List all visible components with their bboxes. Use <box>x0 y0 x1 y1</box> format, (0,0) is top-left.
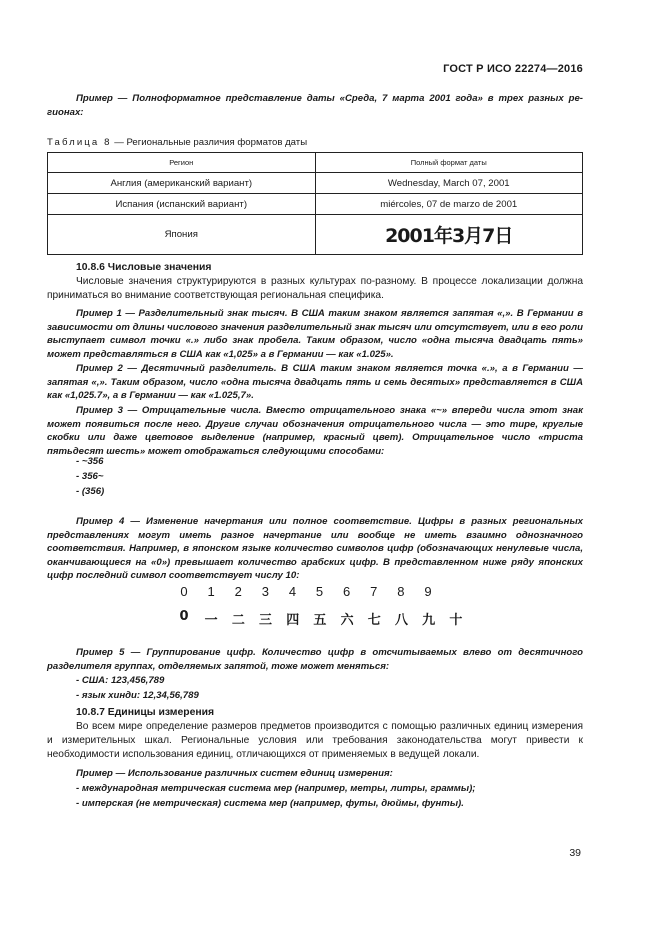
digit-grouping-list <box>76 673 199 703</box>
digit: 九 <box>422 613 436 628</box>
japanese-digits-row <box>175 609 465 628</box>
digit: 七 <box>367 613 381 628</box>
list-item: - США: 123,456,789 <box>76 675 165 686</box>
digit: 二 <box>231 613 245 628</box>
digit: 4 <box>288 584 297 599</box>
digit: 六 <box>340 613 354 628</box>
digit: 8 <box>397 584 405 599</box>
section-title-1086: 10.8.6 Числовые значения <box>76 262 212 273</box>
intro-example: Пример — Полноформатное представление даты «Среда, 7 марта 2001 года» в трех разных ре-гионах: <box>47 93 583 118</box>
list-item: - язык хинди: 12,34,56,789 <box>76 690 199 701</box>
example-1: Пример 1 — Разделительный знак тысяч. В США таким знаком является запятая «,». В Германии в зависимости от длины числового значения разделительный знак тысяч или отсутствует, или в его роли выступает символ точки «.» либо знак пробела. Таким образом, число «одна тысяча двадцать пять» может представляться в США как «1,025» а в Германии — как «1.025». <box>47 308 583 360</box>
table-cell: Испания (испанский вариант) <box>48 194 316 215</box>
digit: 7 <box>370 584 378 599</box>
table-row <box>48 173 583 194</box>
table-caption <box>47 137 307 148</box>
standard-header: ГОСТ Р ИСО 22274—2016 <box>443 63 583 75</box>
digit: 0 <box>179 609 189 624</box>
digit: 5 <box>315 584 324 599</box>
japanese-date: 2001年3月7日 <box>385 225 513 247</box>
digit: 四 <box>286 613 300 628</box>
table-caption-text: — Региональные различия форматов даты <box>111 137 308 148</box>
units-example: Пример — Использование различных систем единиц измерения: <box>76 768 393 779</box>
digit: 6 <box>343 584 351 599</box>
table-cell: Wednesday, March 07, 2001 <box>315 173 583 194</box>
list-item: - ~356 <box>76 456 104 467</box>
digit: 3 <box>261 584 269 599</box>
table-row <box>48 194 583 215</box>
table-cell-japanese-date <box>315 215 583 255</box>
digit: 五 <box>313 613 327 628</box>
example-3: Пример 3 — Отрицательные числа. Вместо отрицательного знака «~» впереди числа этот знак может появиться после него. Другие случаи обозначения отрицательного числа — это тире, круглые скобки или даже цветовое выделение (например, красный цвет). Отрицательное число «триста пятьдесят шесть» может отображаться следующими способами: <box>47 405 583 457</box>
arabic-digits-row <box>175 584 437 599</box>
section-title-1087: 10.8.7 Единицы измерения <box>76 707 215 718</box>
example-2: Пример 2 — Десятичный разделитель. В США таким знаком является точка «.», а в Германии — запятая «,». Таким образом, число «одна тысяча двадцать пять и семь десятых» представляется в США как «1,025.7», а в Германии — как «1.025,7». <box>47 363 583 401</box>
table-caption-label: Таблица 8 <box>47 137 112 148</box>
list-item: - международная метрическая система мер (например, метры, литры, граммы); <box>76 783 476 794</box>
table-cell: Англия (американский вариант) <box>48 173 316 194</box>
section-1086-paragraph: Числовые значения структурируются в разных культурах по-разному. В процессе локализации должна приниматься во внимание соответствующая региональная специфика. <box>47 276 583 301</box>
table-cell: Япония <box>48 215 316 255</box>
page-number: 39 <box>569 847 581 859</box>
digit: 一 <box>204 613 218 628</box>
section-1087-paragraph: Во всем мире определение размеров предметов производится с помощью различных единиц измерения и измерительных шкал. Региональные условия или требования законодательства могут привести к необходимости использования единиц, отличающихся от применяемых в ведущей локали. <box>47 721 583 760</box>
date-formats-table <box>47 152 583 255</box>
list-item: - 356~ <box>76 471 104 482</box>
table-cell: miércoles, 07 de marzo de 2001 <box>315 194 583 215</box>
units-list <box>76 781 475 811</box>
digit: 0 <box>180 584 188 599</box>
digit: 1 <box>207 584 215 599</box>
digit: 八 <box>394 613 408 628</box>
table-row <box>48 215 583 255</box>
digit: 十 <box>449 613 463 628</box>
example-4: Пример 4 — Изменение начертания или полное соответствие. Цифры в разных региональных представлениях могут иметь разное начертание или вообще не иметь взаимно однозначного соответствия. Например, в японском языке количество символов цифр (обозначающих ненулевые числа, оканчивающиеся на «0») превышает количество арабских цифр. В представленном ниже ряду японских цифр последний символ соответствует числу 10: <box>47 516 583 581</box>
table-header-format: Полный формат даты <box>315 153 583 173</box>
example-5: Пример 5 — Группирование цифр. Количество цифр в отсчитываемых влево от десятичного разделителя группах, отделяемых запятой, тоже может меняться: <box>47 647 583 672</box>
table-header-region: Регион <box>48 153 316 173</box>
digit: 三 <box>259 613 273 628</box>
digit: 2 <box>234 584 242 599</box>
list-item: - (356) <box>76 486 105 497</box>
digit: 9 <box>424 584 432 599</box>
list-item: - имперская (не метрическая) система мер (например, футы, дюймы, фунты). <box>76 798 464 809</box>
negative-number-list <box>76 454 104 499</box>
